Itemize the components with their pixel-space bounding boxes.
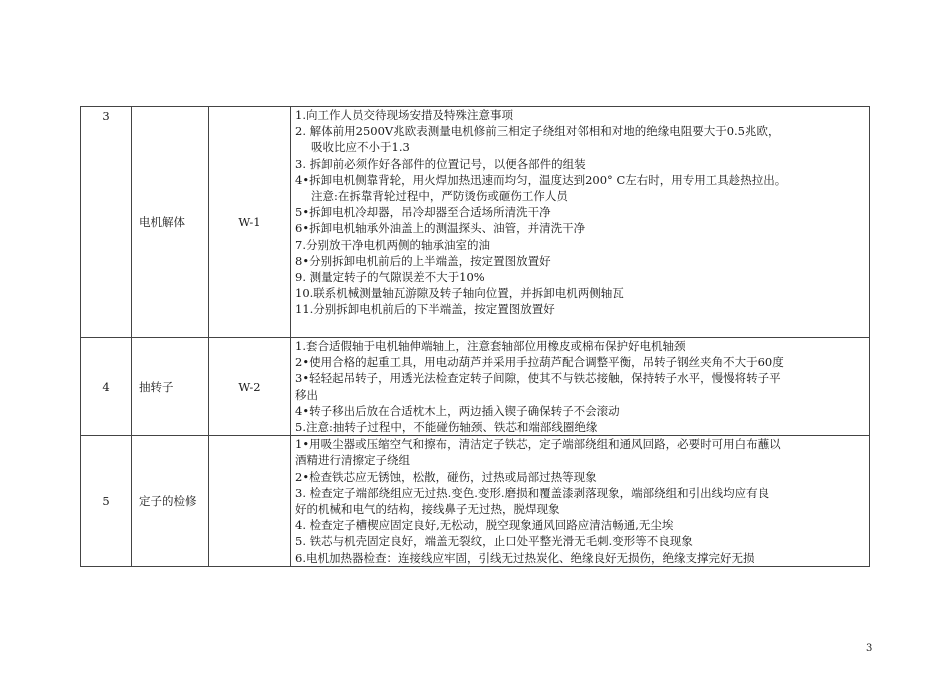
- step-line: 酒精进行清擦定子绕组: [295, 453, 410, 468]
- step-details: [291, 436, 870, 567]
- step-line: 4•拆卸电机侧靠背轮，用火焊加热迅速而均匀，温度达到200° C左右时，用专用工具趁热拉出。: [295, 172, 787, 187]
- step-line: 5.注意:抽转子过程中，不能碰伤轴颈、铁芯和端部线圈绝缘: [295, 420, 598, 435]
- step-line: 5•拆卸电机冷却器，吊冷却器至合适场所清洗干净: [295, 205, 551, 220]
- step-line: 11.分别拆卸电机前后的下半端盖，按定置图放置好: [295, 302, 555, 317]
- step-line: 9. 测量定转子的气隙误差不大于10%: [295, 270, 485, 285]
- step-line: 3. 拆卸前必须作好各部件的位置记号，以便各部件的组装: [295, 156, 586, 171]
- step-code: W-1: [209, 107, 291, 338]
- step-line: 10.联系机械测量轴瓦游隙及转子轴向位置，并拆卸电机两侧轴瓦: [295, 286, 624, 301]
- row-number: 4: [81, 338, 132, 436]
- step-name: 抽转子: [132, 338, 209, 436]
- step-line: 吸收比应不小于1.3: [311, 140, 410, 155]
- step-line: 注意:在拆靠背轮过程中，严防烫伤或砸伤工作人员: [311, 189, 568, 204]
- table-row: [81, 338, 870, 436]
- step-line: 7.分别放干净电机两侧的轴承油室的油: [295, 237, 490, 252]
- procedure-table: [80, 106, 870, 567]
- page-number: 3: [866, 643, 873, 654]
- step-line: 6.电机加热器检查：连接线应牢固，引线无过热炭化、绝缘良好无损伤，绝缘支撑完好无损: [295, 550, 755, 565]
- table-row: [81, 107, 870, 338]
- step-details: [291, 338, 870, 436]
- step-line: 5. 铁芯与机壳固定良好，端盖无裂纹，止口处平整光滑无毛刺.变形等不良现象: [295, 534, 693, 549]
- step-name: 定子的检修: [132, 436, 209, 567]
- table-row: [81, 436, 870, 567]
- step-details: [291, 107, 870, 338]
- step-line: 4•转子移出后放在合适枕木上，两边插入锲子确保转子不会滚动: [295, 403, 620, 418]
- step-line: 8•分别拆卸电机前后的上半端盖，按定置图放置好: [295, 253, 551, 268]
- step-line: 3•轻轻起吊转子，用透光法检查定转子间隙，使其不与铁芯接触，保持转子水平，慢慢将转子平: [295, 371, 781, 386]
- row-number: 3: [81, 107, 132, 338]
- step-code: W-2: [209, 338, 291, 436]
- step-line: 6•拆卸电机轴承外油盖上的测温探头、油管，并清洗干净: [295, 221, 586, 236]
- step-line: 1.向工作人员交待现场安措及特殊注意事项: [295, 108, 513, 122]
- step-line: 好的机械和电气的结构，接线鼻子无过热，脱焊现象: [295, 502, 560, 517]
- step-line: 2•检查铁芯应无锈蚀，松散，碰伤，过热或局部过热等现象: [295, 469, 597, 484]
- step-line: 移出: [295, 387, 318, 402]
- step-line: 4. 检查定子槽楔应固定良好,无松动，脱空现象通风回路应清洁畅通,无尘埃: [295, 518, 674, 533]
- step-name: 电机解体: [132, 107, 209, 338]
- step-line: 3. 检查定子端部绕组应无过热.变色.变形.磨损和覆盖漆剥落现象，端部绕组和引出线均应有良: [295, 485, 770, 500]
- step-line: 2. 解体前用2500V兆欧表测量电机修前三相定子绕组对邻相和对地的绝缘电阻要大于0.5兆欧，: [295, 124, 780, 139]
- row-number: 5: [81, 436, 132, 567]
- step-code: [209, 436, 291, 567]
- step-line: 1.套合适假轴于电机轴伸端轴上，注意套轴部位用橡皮或棉布保护好电机轴颈: [295, 339, 686, 353]
- step-line: 1•用吸尘器或压缩空气和擦布，清洁定子铁芯，定子端部绕组和通风回路，必要时可用白布蘸以: [295, 437, 781, 452]
- step-line: 2•使用合格的起重工具，用电动葫芦并采用手拉葫芦配合调整平衡，吊转子钢丝夹角不大于60度: [295, 355, 784, 370]
